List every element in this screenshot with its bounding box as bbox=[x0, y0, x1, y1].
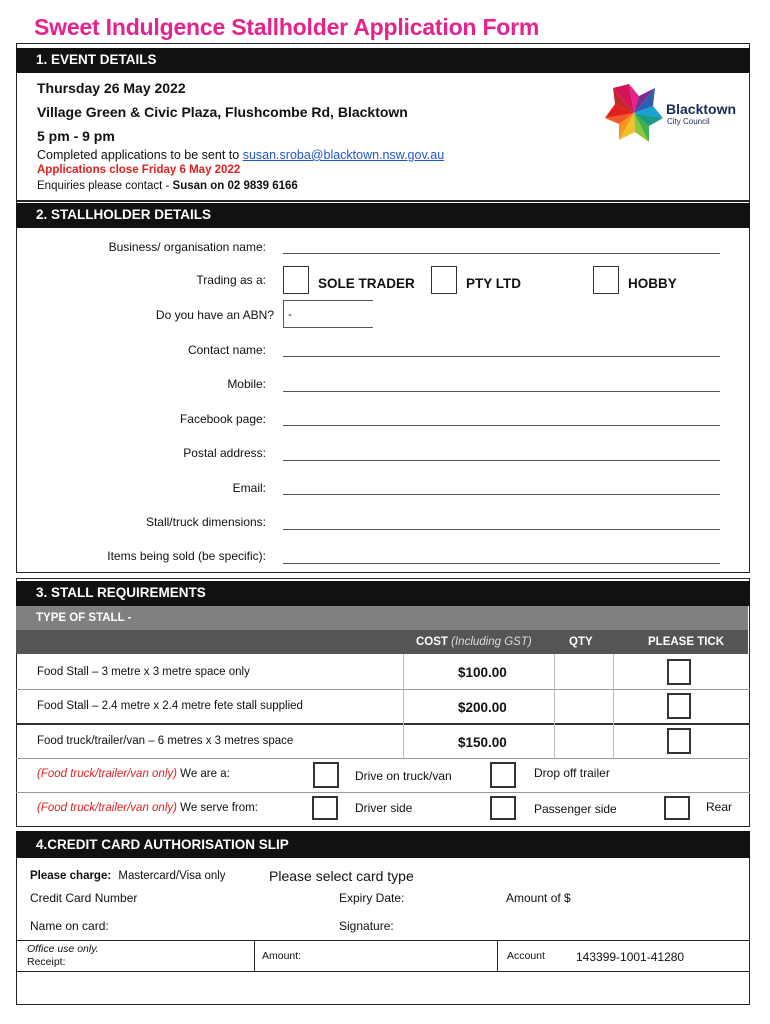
business-field[interactable] bbox=[283, 238, 720, 254]
rear-checkbox[interactable] bbox=[664, 796, 690, 820]
col-tick-header: PLEASE TICK bbox=[648, 636, 725, 648]
charge-label: Please charge: bbox=[30, 870, 112, 882]
items-label: Items being sold (be specific): bbox=[107, 549, 266, 563]
mobile-label: Mobile: bbox=[227, 377, 266, 391]
sole-trader-checkbox[interactable] bbox=[283, 266, 309, 294]
office-divider bbox=[254, 940, 255, 972]
abn-label: Do you have an ABN? bbox=[155, 308, 274, 322]
logo-name: Blacktown bbox=[666, 101, 737, 117]
form-title: Sweet Indulgence Stallholder Application Form bbox=[34, 14, 540, 40]
drop-off-checkbox[interactable] bbox=[490, 762, 516, 788]
items-field[interactable] bbox=[283, 547, 720, 564]
blacktown-star-icon bbox=[603, 82, 665, 144]
table-row bbox=[16, 723, 750, 725]
charge-value: Mastercard/Visa only bbox=[118, 870, 226, 882]
we-are-prefix: (Food truck/trailer/van only) bbox=[37, 768, 177, 780]
trading-label: Trading as a: bbox=[196, 273, 266, 287]
sole-trader-label: SOLE TRADER bbox=[318, 276, 415, 291]
row3-desc: Food truck/trailer/van – 6 metres x 3 metres space bbox=[37, 735, 294, 747]
row2-desc: Food Stall – 2.4 metre x 2.4 metre fete stall supplied bbox=[37, 700, 303, 712]
row3-tick-checkbox[interactable] bbox=[667, 728, 691, 754]
row2-tick-checkbox[interactable] bbox=[667, 693, 691, 719]
email-label: Email: bbox=[232, 481, 266, 495]
enquiries-line bbox=[37, 180, 298, 192]
drive-on-checkbox[interactable] bbox=[313, 762, 339, 788]
abn-value: - bbox=[288, 307, 292, 321]
dimensions-label: Stall/truck dimensions: bbox=[145, 515, 266, 529]
passenger-side-label: Passenger side bbox=[534, 802, 617, 816]
row1-desc: Food Stall – 3 metre x 3 metre space only bbox=[37, 666, 250, 678]
expiry-label: Expiry Date: bbox=[339, 891, 405, 905]
abn-select[interactable] bbox=[283, 300, 373, 328]
name-on-card-label: Name on card: bbox=[30, 919, 109, 933]
table-row bbox=[16, 758, 750, 759]
amount-of-label: Amount of $ bbox=[506, 891, 571, 905]
row3-cost: $150.00 bbox=[458, 735, 507, 750]
serve-from-line bbox=[37, 802, 258, 814]
office-divider bbox=[497, 940, 498, 972]
col-cost-header bbox=[416, 636, 532, 648]
business-label: Business/ organisation name: bbox=[108, 240, 266, 254]
enquiries-text: Enquiries please contact - bbox=[37, 180, 173, 192]
email-field[interactable] bbox=[283, 478, 720, 495]
pty-ltd-checkbox[interactable] bbox=[431, 266, 457, 294]
col-cost-note: (Including GST) bbox=[451, 636, 532, 648]
drop-off-label: Drop off trailer bbox=[534, 766, 610, 780]
passenger-side-checkbox[interactable] bbox=[490, 796, 516, 820]
serve-prefix: (Food truck/trailer/van only) bbox=[37, 802, 177, 814]
facebook-label: Facebook page: bbox=[179, 412, 266, 426]
rear-label: Rear bbox=[706, 800, 733, 814]
signature-label: Signature: bbox=[339, 919, 394, 933]
receipt-label: Receipt: bbox=[27, 956, 66, 968]
pty-ltd-label: PTY LTD bbox=[466, 276, 522, 291]
we-are-label: We are a: bbox=[180, 768, 230, 780]
driver-side-checkbox[interactable] bbox=[312, 796, 338, 820]
close-notice: Applications close Friday 6 May 2022 bbox=[37, 164, 241, 176]
serve-label: We serve from: bbox=[180, 802, 258, 814]
row2-cost: $200.00 bbox=[458, 700, 507, 715]
table-row bbox=[16, 689, 750, 690]
contact-label: Contact name: bbox=[187, 343, 266, 357]
table-header-row bbox=[16, 630, 748, 654]
account-value: 143399-1001-41280 bbox=[576, 950, 685, 964]
postal-label: Postal address: bbox=[183, 446, 266, 460]
drive-on-label: Drive on truck/van bbox=[355, 769, 452, 783]
mobile-field[interactable] bbox=[283, 375, 720, 392]
send-to-text: Completed applications to be sent to bbox=[37, 148, 240, 162]
section1-heading: 1. EVENT DETAILS bbox=[16, 48, 750, 73]
event-venue: Village Green & Civic Plaza, Flushcombe Rd, Blacktown bbox=[37, 104, 408, 120]
postal-field[interactable] bbox=[283, 444, 720, 461]
logo-sub: City Council bbox=[667, 117, 710, 126]
event-time: 5 pm - 9 pm bbox=[37, 128, 115, 144]
charge-line bbox=[30, 870, 226, 882]
col-qty-header: QTY bbox=[569, 636, 593, 648]
event-date: Thursday 26 May 2022 bbox=[37, 80, 186, 96]
we-are-line bbox=[37, 768, 230, 780]
section3-heading: 3. STALL REQUIREMENTS bbox=[16, 581, 750, 606]
col-divider bbox=[403, 654, 404, 758]
hobby-checkbox[interactable] bbox=[593, 266, 619, 294]
row1-tick-checkbox[interactable] bbox=[667, 659, 691, 685]
table-row bbox=[16, 792, 750, 793]
email-link[interactable]: susan.sroba@blacktown.nsw.gov.au bbox=[242, 148, 445, 162]
col-divider bbox=[554, 654, 555, 758]
type-of-stall-heading: TYPE OF STALL - bbox=[16, 606, 748, 630]
row1-cost: $100.00 bbox=[458, 665, 507, 680]
blacktown-logo bbox=[603, 82, 743, 144]
card-type-select[interactable]: Please select card type bbox=[269, 868, 414, 884]
section4-heading: 4.CREDIT CARD AUTHORISATION SLIP bbox=[16, 831, 750, 858]
facebook-field[interactable] bbox=[283, 409, 720, 426]
driver-side-label: Driver side bbox=[355, 801, 413, 815]
account-label: Account bbox=[507, 950, 545, 962]
amount-label: Amount: bbox=[262, 950, 302, 962]
hobby-label: HOBBY bbox=[628, 276, 677, 291]
send-to-line bbox=[37, 148, 444, 162]
section2-heading: 2. STALLHOLDER DETAILS bbox=[16, 203, 750, 228]
dimensions-field[interactable] bbox=[283, 513, 720, 530]
contact-field[interactable] bbox=[283, 340, 720, 357]
card-number-label: Credit Card Number bbox=[30, 891, 138, 905]
office-use-label: Office use only. bbox=[27, 943, 99, 955]
enquiries-contact: Susan on 02 9839 6166 bbox=[172, 180, 298, 192]
col-cost-label: COST bbox=[416, 636, 448, 648]
col-divider bbox=[613, 654, 614, 758]
